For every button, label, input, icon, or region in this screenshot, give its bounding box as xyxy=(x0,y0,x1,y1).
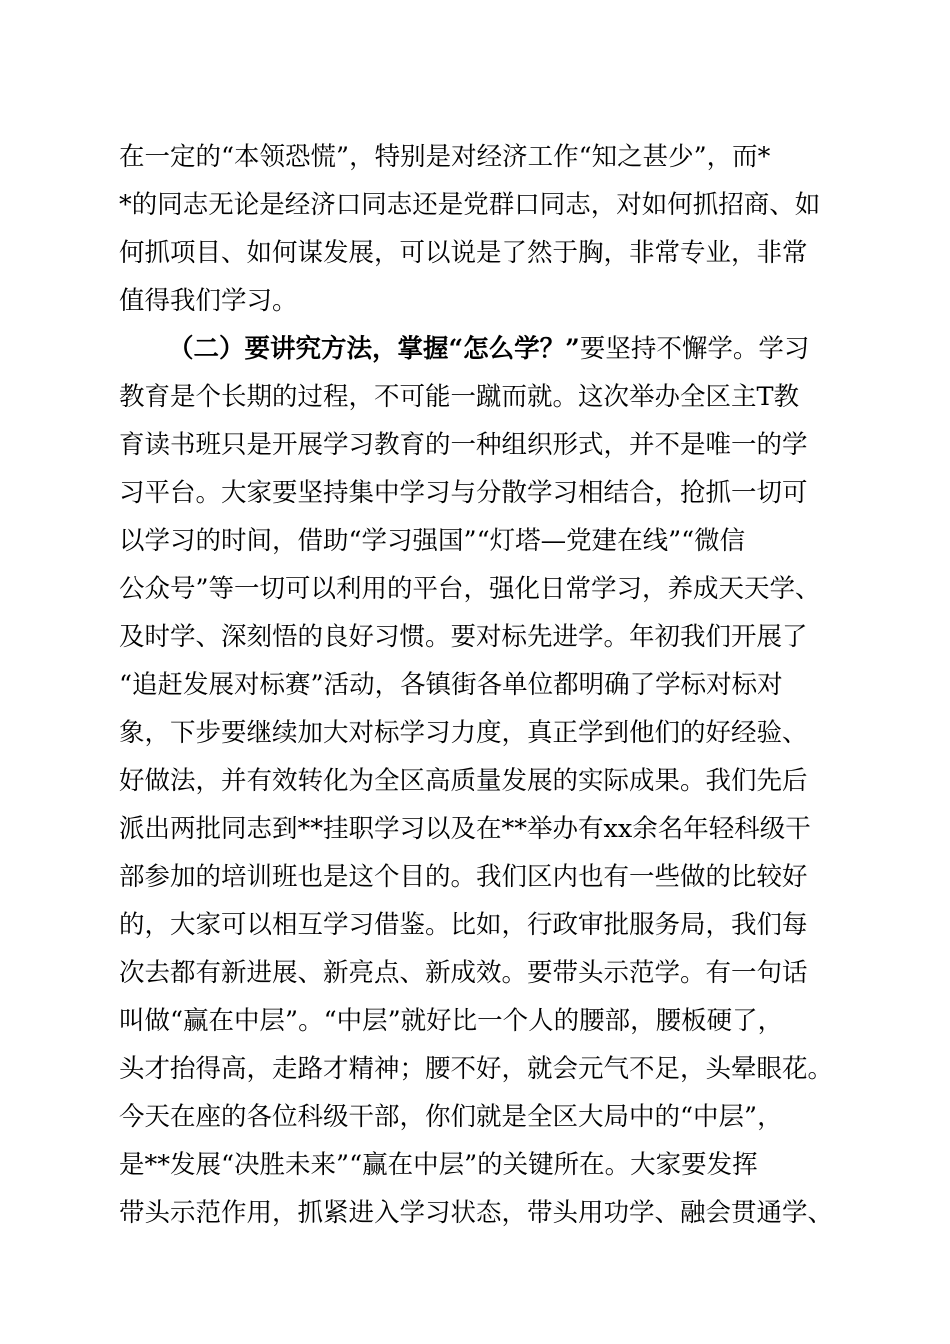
paragraph-2-first-line xyxy=(168,329,840,369)
text-line-15: 派出两批同志到**挂职学习以及在**举办有xx余名年轻科级干 xyxy=(119,814,811,844)
text-line-11: 及时学、深刻悟的良好习惯。要对标先进学。年初我们开展了 xyxy=(119,622,808,652)
text-line-6: 教育是个长期的过程，不可能一蹴而就。这次举办全区主T教 xyxy=(119,382,800,412)
text-line-16: 部参加的培训班也是这个目的。我们区内也有一些做的比较好 xyxy=(119,862,808,892)
text-line-20: 头才抬得高，走路才精神；腰不好，就会元气不足，头晕眼花。 xyxy=(119,1054,834,1084)
text-line-8: 习平台。大家要坚持集中学习与分散学习相结合，抢抓一切可 xyxy=(119,478,808,508)
text-line-21: 今天在座的各位科级干部，你们就是全区大局中的“中层”， xyxy=(119,1102,783,1132)
text-line-9: 以学习的时间，借助“学习强国”“灯塔—党建在线”“微信 xyxy=(119,526,746,556)
text-line-1: 在一定的“本领恐慌”，特别是对经济工作“知之甚少”，而* xyxy=(119,142,771,172)
text-line-7: 育读书班只是开展学习教育的一种组织形式，并不是唯一的学 xyxy=(119,430,808,460)
text-line-10: 公众号”等一切可以利用的平台，强化日常学习，养成天天学、 xyxy=(119,574,821,604)
text-line-14: 好做法，并有效转化为全区高质量发展的实际成果。我们先后 xyxy=(119,766,808,796)
text-line-17: 的，大家可以相互学习借鉴。比如，行政审批服务局，我们每 xyxy=(119,910,808,940)
text-line-23: 带头示范作用，抓紧进入学习状态，带头用功学、融会贯通学、 xyxy=(119,1198,834,1228)
text-line-18: 次去都有新进展、新亮点、新成效。要带头示范学。有一句话 xyxy=(119,958,808,988)
text-line-3: 何抓项目、如何谋发展，可以说是了然于胸，非常专业，非常 xyxy=(119,238,808,268)
text-line-4: 值得我们学习。 xyxy=(119,286,298,316)
text-line-12: “追赶发展对标赛”活动，各镇街各单位都明确了学标对标对 xyxy=(119,670,783,700)
text-line-13: 象，下步要继续加大对标学习力度，真正学到他们的好经验、 xyxy=(119,718,808,748)
section-heading: （二）要讲究方法，掌握“怎么学？” xyxy=(168,334,580,364)
text-line-19: 叫做“赢在中层”。“中层”就好比一个人的腰部，腰板硬了， xyxy=(119,1006,784,1036)
text-line-2: *的同志无论是经济口同志还是党群口同志，对如何抓招商、如 xyxy=(119,190,821,220)
heading-followup-text: 要坚持不懈学。学习 xyxy=(579,334,810,364)
text-line-22: 是**发展“决胜未来”“赢在中层”的关键所在。大家要发挥 xyxy=(119,1150,758,1180)
